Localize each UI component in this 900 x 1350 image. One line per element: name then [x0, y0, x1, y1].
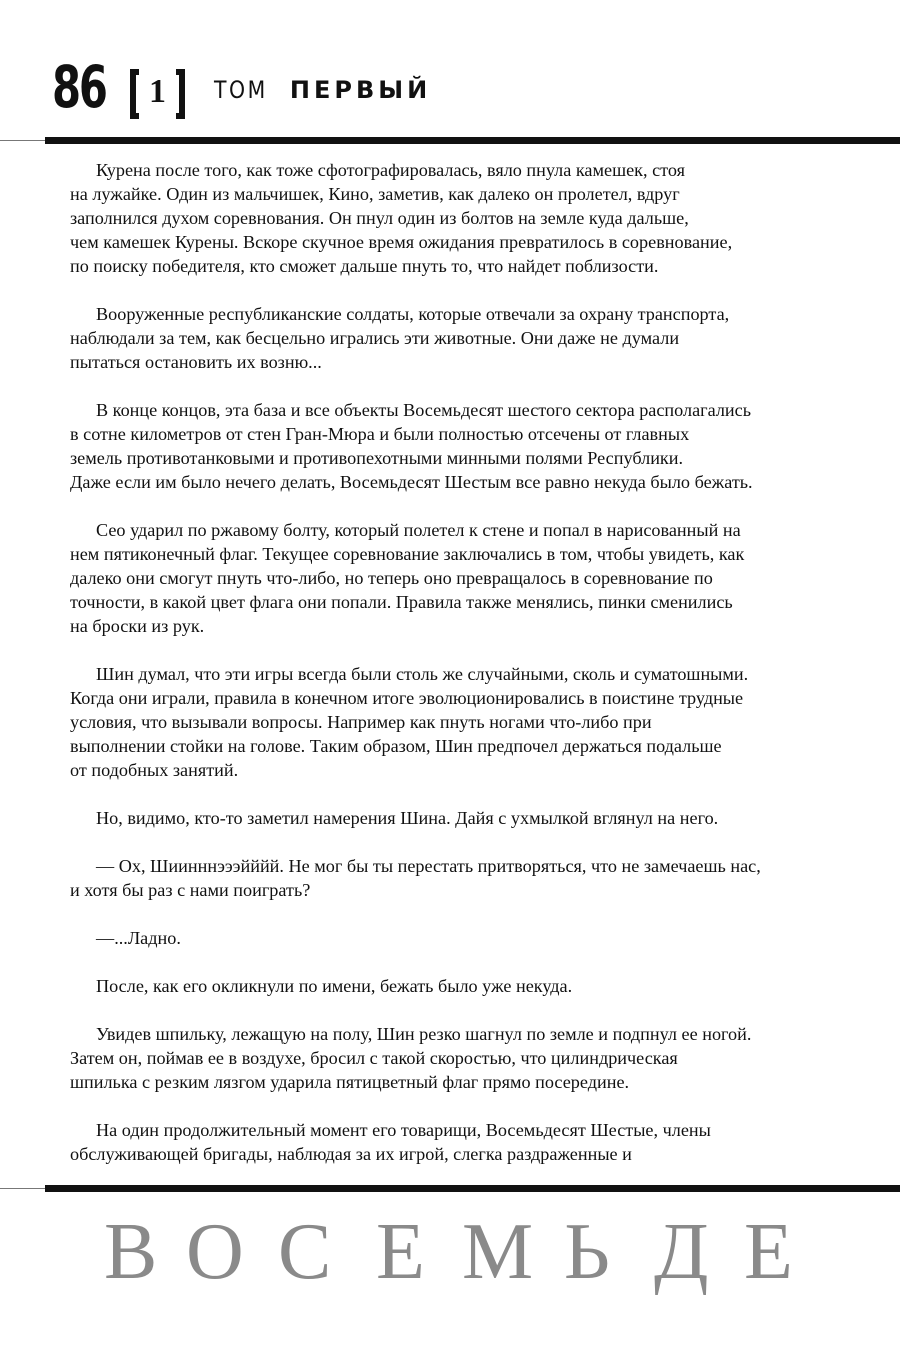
footer-thick-rule — [45, 1185, 900, 1192]
header-thin-rule — [0, 140, 45, 141]
right-bracket — [176, 69, 185, 119]
footer-thin-rule — [0, 1188, 45, 1189]
volume-number: 1 — [149, 73, 166, 110]
volume-label — [214, 78, 431, 102]
paragraph: Шин думал, что эти игры всегда были столь же случайными, сколь и суматошными. Когда они играли, правила в конечном итоге эволюционировались в поистине трудные условия, что вызывали вопросы. Например как пнуть ногами что-либо при выполнении стойки на голове. Таким образом, Шин предпочел держаться подальше от подобных занятий. — [70, 664, 749, 780]
footer-letter: Ь — [564, 1208, 610, 1296]
page-body — [70, 158, 840, 1166]
footer-letter: В — [104, 1208, 158, 1296]
paragraph: Но, видимо, кто-то заметил намерения Шина. Дайя с ухмылкой вглянул на него. — [96, 808, 719, 828]
paragraph: После, как его окликнули по имени, бежать было уже некуда. — [96, 976, 573, 996]
footer-letter: С — [278, 1208, 332, 1296]
footer-letter: М — [462, 1208, 534, 1296]
footer-running-title — [104, 1208, 804, 1312]
volume-bracket — [130, 69, 185, 119]
paragraph: На один продолжительный момент его товарищи, Восемьдесят Шестые, члены обслуживающей бригады, наблюдая за их игрой, слегка раздраженные и — [70, 1120, 711, 1164]
footer-letter: О — [186, 1208, 244, 1296]
volume-word: ТОМ — [214, 76, 268, 104]
paragraph: Курена после того, как тоже сфотографировалась, вяло пнула камешек, стоя на лужайке. Один из мальчишек, Кино, заметив, как далеко он пролетел, вдруг заполнился духом соревнования. Он пнул один из болтов на земле куда дальше, чем камешек Курены. Вскоре скучное время ожидания превратилось в соревнование, по поиску победителя, кто сможет дальше пнуть то, что найдет поблизости. — [70, 160, 733, 276]
paragraph: Увидев шпильку, лежащую на полу, Шин резко шагнул по земле и подпнул ее ногой. Затем он, поймав ее в воздухе, бросил с такой скоростью, что цилиндрическая шпилька с резким лязгом ударила пятицветный флаг прямо посередине. — [70, 1024, 752, 1092]
footer-letter: Е — [744, 1208, 793, 1296]
footer-letter: Е — [376, 1208, 425, 1296]
page-header — [0, 0, 900, 150]
footer-letter: Д — [654, 1208, 709, 1296]
paragraph: — Ох, Шиинннэээйййй. Не мог бы ты перестать притворяться, что не замечаешь нас, и хотя бы раз с нами поиграть? — [70, 856, 761, 900]
paragraph: Сео ударил по ржавому болту, который полетел к стене и попал в нарисованный на нем пятиконечный флаг. Текущее соревнование заключались в том, чтобы увидеть, как далеко они смогут пнуть что-либо, но теперь оно превращалось в соревнование по точности, в какой цвет флага они попали. Правила также менялись, пинки сменились на броски из рук. — [70, 520, 745, 636]
paragraph: Вооруженные республиканские солдаты, которые отвечали за охрану транспорта, наблюдали за тем, как бесцельно игрались эти животные. Они даже не думали пытаться остановить их возню... — [70, 304, 730, 372]
paragraph: —...Ладно. — [96, 928, 181, 948]
page-number: 86 — [52, 53, 106, 121]
paragraph: В конце концов, эта база и все объекты Восемьдесят шестого сектора располагались в сотне километров от стен Гран-Мюра и были полностью отсечены от главных земель противотанковыми и противопехотными минными полями Республики. Даже если им было нечего делать, Восемьдесят Шестым все равно некуда было бежать. — [70, 400, 753, 492]
volume-title: ПЕРВЫЙ — [289, 76, 432, 104]
header-thick-rule — [45, 137, 900, 144]
